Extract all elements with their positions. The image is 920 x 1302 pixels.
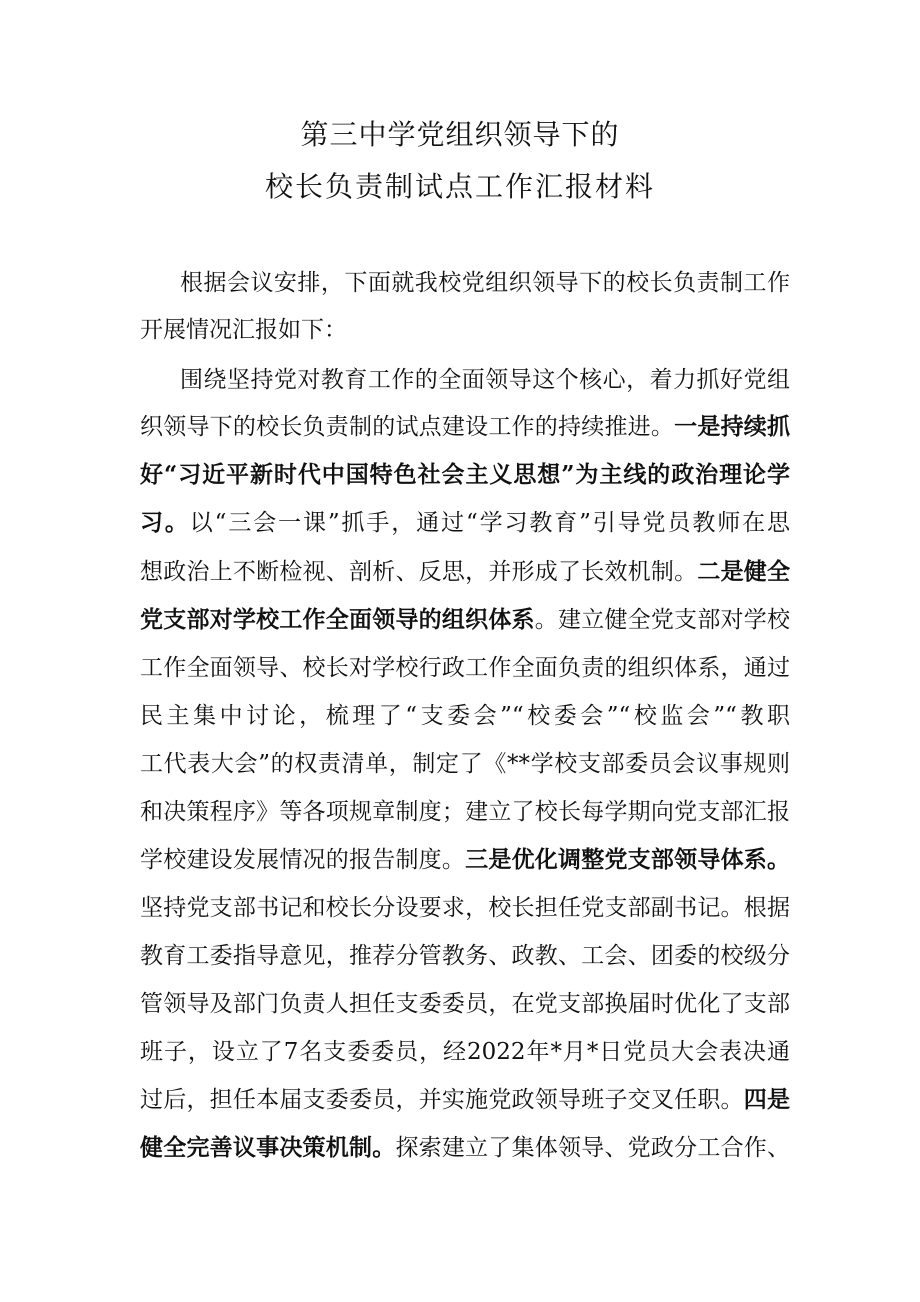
- paragraph-2-line-2: [140, 412, 790, 442]
- paragraph-2-line-4: [140, 508, 790, 538]
- paragraph-2-line-13: 教育工委指导意见，推荐分管教务、政教、工会、团委的校级分: [140, 943, 790, 969]
- document-title-line-1: 第三中学党组织领导下的: [300, 118, 620, 151]
- bold-point-one-heading-end: 习。: [140, 509, 190, 536]
- bold-point-three-heading: 三是优化调整党支部领导体系。: [465, 846, 791, 873]
- body-text: 想政治上不断检视、剖析、反思，并形成了长效机制。: [140, 559, 698, 585]
- paragraph-2-line-10: 和决策程序》等各项规章制度；建立了校长每学期向党支部汇报: [140, 799, 790, 825]
- paragraph-2-line-17: [140, 1133, 790, 1163]
- paragraph-2-line-7: 工作全面领导、校长对学校行政工作全面负责的组织体系，通过: [140, 655, 790, 681]
- paragraph-2-line-15: 班子，设立了7名支委委员，经2022年*月*日党员大会表决通: [140, 1039, 790, 1065]
- body-text: 。建立健全党支部对学校: [534, 607, 791, 633]
- paragraph-1-line-2: 开展情况汇报如下：: [140, 317, 347, 343]
- paragraph-2-line-1: 围绕坚持党对教育工作的全面领导这个核心，着力抓好党组: [180, 367, 790, 393]
- bold-point-one-heading: 一是持续抓: [674, 413, 791, 440]
- paragraph-2-line-9: 工代表大会”的权责清单，制定了《**学校支部委员会议事规则: [140, 751, 790, 777]
- paragraph-1-line-1: 根据会议安排，下面就我校党组织领导下的校长负责制工作: [180, 270, 790, 296]
- bold-point-four-heading-end: 健全完善议事决策机制。: [140, 1134, 396, 1161]
- body-text: 探索建立了集体领导、党政分工合作、: [395, 1135, 791, 1161]
- paragraph-2-line-16: [140, 1085, 790, 1115]
- body-text: 过后，担任本届支委委员，并实施党政领导班子交叉任职。: [140, 1087, 744, 1113]
- bold-point-two-heading-end: 党支部对学校工作全面领导的组织体系: [140, 606, 535, 633]
- body-text: 织领导下的校长负责制的试点建设工作的持续推进。: [140, 414, 675, 440]
- paragraph-2-line-8: 民主集中讨论，梳理了“支委会”“校委会”“校监会”“教职: [140, 703, 790, 729]
- paragraph-2-line-6: [140, 605, 790, 635]
- document-title-line-2: 校长负责制试点工作汇报材料: [264, 170, 655, 203]
- paragraph-2-line-12: 坚持党支部书记和校长分设要求，校长担任党支部副书记。根据: [140, 895, 790, 921]
- body-text: 以“三会一课”抓手，通过“学习教育”引导党员教师在思: [189, 510, 790, 536]
- paragraph-2-line-14: 管领导及部门负责人担任支委委员，在党支部换届时优化了支部: [140, 991, 790, 1017]
- paragraph-2-line-11: [140, 845, 790, 875]
- bold-point-four-heading: 四是: [743, 1086, 791, 1113]
- paragraph-2-line-5: [140, 557, 790, 587]
- paragraph-2-line-3: 好“习近平新时代中国特色社会主义思想”为主线的政治理论学: [140, 461, 790, 488]
- bold-point-two-heading: 二是健全: [697, 558, 791, 585]
- body-text: 学校建设发展情况的报告制度。: [140, 847, 466, 873]
